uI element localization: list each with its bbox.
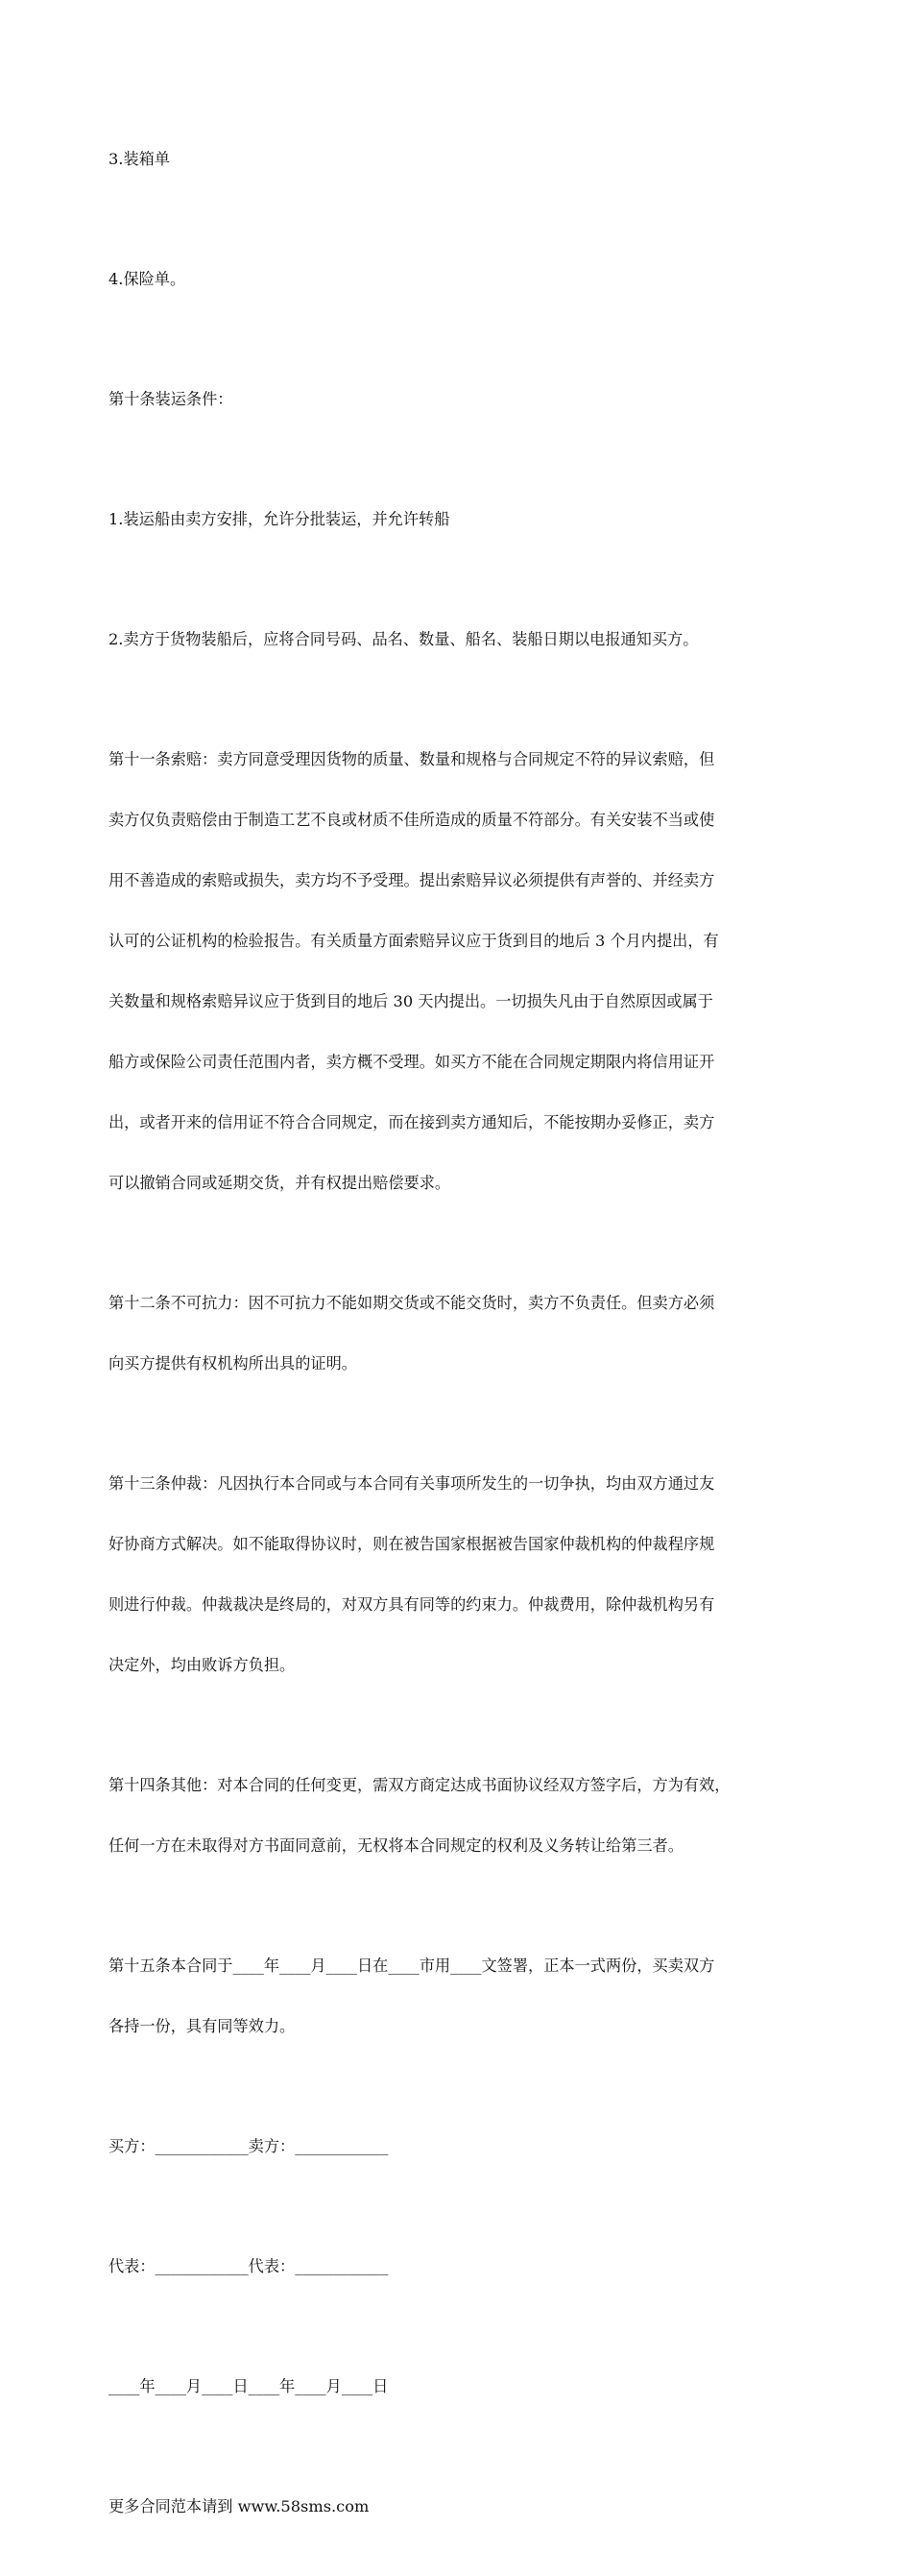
text-line: 第十一条索赔：卖方同意受理因货物的质量、数量和规格与合同规定不符的异议索赔，但 (108, 750, 715, 768)
footer-more-templates (108, 2456, 819, 2557)
document-body (108, 109, 819, 2576)
article-11-claims (108, 709, 819, 1233)
text-line: 则进行仲裁。仲裁裁决是终局的，对双方具有同等的约束力。仲裁费用，除仲裁机构另有 (108, 1595, 715, 1614)
text-line: 第十二条不可抗力：因不可抗力不能如期交货或不能交货时，卖方不负责任。但卖方必须 (108, 1294, 715, 1312)
list-item-packing-list (108, 109, 819, 209)
text-line: 可以撤销合同或延期交货，并有权提出赔偿要求。 (108, 1174, 451, 1192)
signature-dates (108, 2336, 819, 2437)
signature-parties (108, 2096, 819, 2197)
article-14-other (108, 1735, 819, 1896)
text-line: 2.卖方于货物装船后，应将合同号码、品名、数量、船名、装船日期以电报通知买方。 (108, 630, 699, 648)
signature-representatives (108, 2216, 819, 2317)
text-line: 4.保险单。 (108, 270, 186, 288)
text-line: 出，或者开来的信用证不符合合同规定，而在接到卖方通知后，不能按期办妥修正，卖方 (108, 1113, 715, 1131)
text-line: 3.装箱单 (108, 150, 171, 168)
article-10-heading (108, 349, 819, 450)
text-line: 买方：____________卖方：____________ (108, 2137, 389, 2155)
text-line: 1.装运船由卖方安排，允许分批装运，并允许转船 (108, 510, 450, 528)
text-line: 第十五条本合同于____年____月____日在____市用____文签署，正本一式两份，买卖双方 (108, 1956, 715, 1975)
text-line: 向买方提供有权机构所出具的证明。 (108, 1354, 357, 1373)
text-line: 关数量和规格索赔异议应于货到目的地后 30 天内提出。一切损失凡由于自然原因或属于 (108, 992, 713, 1010)
text-line: 船方或保险公司责任范围内者，卖方概不受理。如买方不能在合同规定期限内将信用证开 (108, 1053, 715, 1071)
article-12-force-majeure (108, 1252, 819, 1414)
text-line: 各持一份，具有同等效力。 (108, 2017, 296, 2035)
text-line: 认可的公证机构的检验报告。有关质量方面索赔异议应于货到目的地后 3 个月内提出，有 (108, 932, 719, 950)
text-line: 好协商方式解决。如不能取得协议时，则在被告国家根据被告国家仲裁机构的仲裁程序规 (108, 1535, 715, 1553)
text-line: 第十条装运条件： (108, 390, 233, 408)
text-line: 第十四条其他：对本合同的任何变更，需双方商定达成书面协议经双方签字后，方为有效， (108, 1776, 731, 1794)
text-line: 决定外，均由败诉方负担。 (108, 1656, 296, 1674)
text-line: ____年____月____日____年____月____日 (108, 2377, 389, 2395)
text-line: 第十三条仲裁：凡因执行本合同或与本合同有关事项所发生的一切争执，均由双方通过友 (108, 1474, 715, 1493)
article-10-item-1 (108, 469, 819, 570)
article-13-arbitration (108, 1433, 819, 1715)
article-15-signing (108, 1915, 819, 2077)
list-item-insurance-policy (108, 229, 819, 329)
text-line: 更多合同范本请到 www.58sms.com (108, 2497, 370, 2515)
text-line: 用不善造成的索赔或损失，卖方均不予受理。提出索赔异议必须提供有声誉的、并经卖方 (108, 871, 715, 889)
text-line: 任何一方在未取得对方书面同意前，无权将本合同规定的权利及义务转让给第三者。 (108, 1836, 684, 1855)
text-line: 卖方仅负责赔偿由于制造工艺不良或材质不佳所造成的质量不符部分。有关安装不当或使 (108, 811, 715, 829)
text-line: 代表：____________代表：____________ (108, 2257, 389, 2275)
article-10-item-2 (108, 589, 819, 690)
